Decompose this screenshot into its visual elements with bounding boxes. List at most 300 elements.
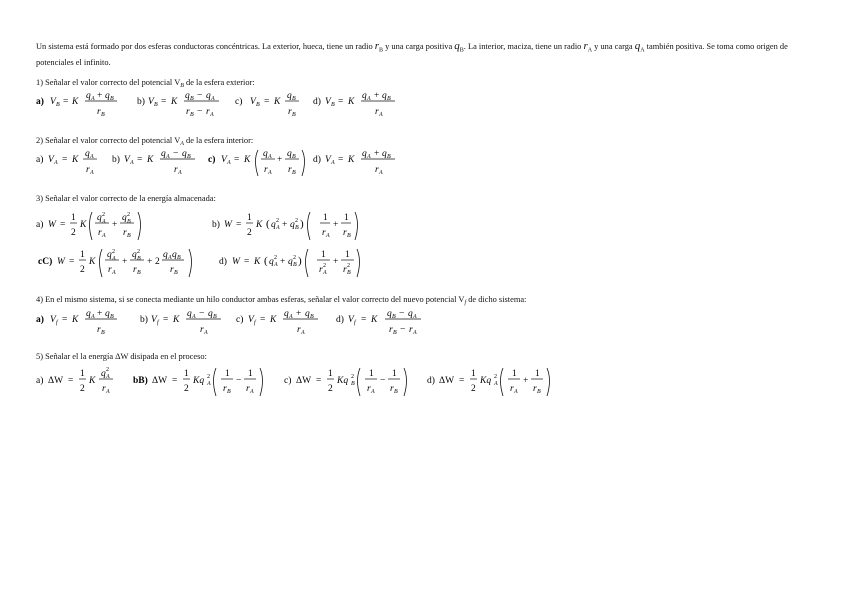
svg-text:W: W [232, 257, 240, 267]
svg-text:1: 1 [512, 369, 517, 379]
svg-text:q: q [387, 309, 392, 319]
svg-text:+: + [333, 220, 339, 230]
svg-text:A: A [268, 170, 272, 176]
svg-text:=: = [244, 257, 250, 267]
svg-text:+: + [147, 257, 153, 267]
svg-text:f: f [254, 320, 256, 326]
svg-text:+: + [280, 257, 286, 267]
svg-text:A: A [130, 160, 134, 166]
svg-text:q: q [163, 250, 168, 260]
svg-text:2: 2 [293, 255, 296, 261]
q2-option-b [112, 149, 195, 176]
svg-text:1: 1 [344, 213, 349, 223]
svg-text:V: V [148, 97, 154, 107]
svg-text:K: K [80, 220, 87, 230]
svg-text:r: r [86, 165, 90, 175]
svg-text:A: A [211, 96, 215, 102]
svg-text:r: r [288, 107, 292, 117]
svg-text:A: A [112, 256, 116, 262]
svg-text:2: 2 [494, 374, 497, 380]
svg-text:A: A [367, 154, 371, 160]
svg-text:B: B [177, 255, 181, 261]
svg-text:K: K [348, 97, 355, 107]
svg-text:+: + [282, 220, 288, 230]
svg-text:1: 1 [80, 369, 85, 379]
svg-text:B: B [256, 102, 260, 108]
svg-text:f: f [56, 320, 58, 326]
svg-text:A: A [379, 112, 383, 118]
svg-text:f: f [157, 320, 159, 326]
svg-text:+: + [333, 257, 339, 267]
svg-text:A: A [379, 170, 383, 176]
svg-text:Kq: Kq [480, 376, 492, 386]
svg-text:q: q [271, 220, 276, 230]
svg-text:=: = [69, 257, 75, 267]
svg-text:1: 1 [321, 250, 326, 260]
svg-text:d): d) [427, 376, 435, 386]
svg-text:a): a) [36, 220, 44, 230]
svg-text:A: A [274, 262, 278, 268]
svg-text:+: + [296, 309, 302, 319]
svg-text:A: A [494, 381, 498, 387]
q3-option-d [219, 249, 360, 277]
svg-text:=: = [338, 155, 344, 165]
svg-text:=: = [236, 220, 242, 230]
svg-text:B: B [347, 270, 351, 276]
q3-option-c [38, 249, 192, 277]
svg-text:q: q [382, 149, 387, 159]
svg-text:2: 2 [184, 384, 189, 394]
svg-text:B: B [137, 256, 141, 262]
svg-text:A: A [210, 112, 214, 118]
svg-text:V: V [124, 155, 130, 165]
svg-text:V: V [325, 97, 331, 107]
svg-text:=: = [163, 315, 169, 325]
q1-option-d [313, 91, 395, 118]
svg-text:=: = [60, 220, 66, 230]
svg-text:r: r [223, 384, 227, 394]
svg-text:1: 1 [345, 250, 350, 260]
q5-option-d [427, 368, 550, 396]
svg-text:B: B [537, 389, 541, 395]
svg-text:q: q [288, 257, 293, 267]
svg-text:A: A [371, 389, 375, 395]
q2-option-d [313, 149, 395, 176]
svg-text:K: K [270, 315, 277, 325]
svg-text:A: A [106, 389, 110, 395]
svg-text:K: K [72, 97, 79, 107]
svg-text:2: 2 [274, 255, 277, 261]
svg-text:A: A [207, 381, 211, 387]
svg-text:r: r [123, 228, 127, 238]
svg-text:K: K [89, 257, 96, 267]
q4-option-a [36, 309, 117, 336]
svg-text:r: r [108, 265, 112, 275]
svg-text:V: V [248, 315, 254, 325]
svg-text:r: r [246, 384, 250, 394]
svg-text:r: r [510, 384, 514, 394]
svg-text:r: r [102, 384, 106, 394]
q2-option-c [208, 149, 305, 176]
svg-text:(: ( [264, 255, 268, 267]
svg-text:V: V [151, 315, 157, 325]
intro-text-1: Un sistema está formado por dos esferas conductoras concéntricas. La exterior, hueca, tiene un radio [36, 42, 373, 51]
svg-text:c): c) [284, 376, 292, 386]
svg-text:B: B [347, 233, 351, 239]
svg-text:B: B [392, 314, 396, 320]
svg-text:q: q [287, 149, 292, 159]
svg-text:r: r [322, 228, 326, 238]
svg-text:b): b) [112, 155, 120, 165]
svg-text:B: B [227, 389, 231, 395]
svg-text:1: 1 [471, 369, 476, 379]
svg-text:q: q [362, 149, 367, 159]
svg-text:q: q [105, 91, 110, 101]
svg-text:−: − [399, 309, 405, 319]
svg-text:r: r [343, 228, 347, 238]
svg-text:=: = [338, 97, 344, 107]
svg-text:2: 2 [247, 228, 252, 238]
svg-text:1: 1 [392, 369, 397, 379]
svg-text:q: q [305, 309, 310, 319]
svg-text:1: 1 [248, 369, 253, 379]
q3-option-a [36, 212, 141, 240]
svg-text:q: q [382, 91, 387, 101]
svg-text:2: 2 [102, 212, 105, 218]
svg-text:B: B [56, 102, 60, 108]
svg-text:B: B [101, 112, 105, 118]
svg-text:ΔW: ΔW [439, 376, 455, 386]
svg-text:2: 2 [347, 263, 350, 269]
svg-text:B: B [101, 330, 105, 336]
svg-text:2: 2 [207, 374, 210, 380]
q4-option-c [236, 309, 318, 336]
question-2: 2) Señalar el valor correcto del potencial $V_A$ de la esfera interior: [36, 136, 254, 147]
svg-text:B: B [292, 112, 296, 118]
svg-text:A: A [276, 225, 280, 231]
svg-text:q: q [105, 309, 110, 319]
svg-text:2: 2 [351, 374, 354, 380]
svg-text:2: 2 [137, 249, 140, 255]
question-5: 5) Señalar el la energía ΔW disipada en el proceso: [36, 352, 207, 361]
svg-text:r: r [375, 107, 379, 117]
svg-text:−: − [236, 376, 242, 386]
svg-text:q: q [97, 213, 102, 223]
svg-text:=: = [172, 376, 178, 386]
svg-text:q: q [187, 309, 192, 319]
svg-text:q: q [290, 220, 295, 230]
svg-text:d): d) [313, 155, 321, 165]
svg-text:a): a) [36, 97, 44, 107]
svg-text:2: 2 [155, 257, 160, 267]
svg-text:q: q [269, 257, 274, 267]
svg-text:r: r [174, 165, 178, 175]
svg-text:B: B [295, 225, 299, 231]
svg-text:−: − [400, 325, 406, 335]
svg-text:q: q [408, 309, 413, 319]
question-3: 3) Señalar el valor correcto de la energía almacenada: [36, 194, 216, 203]
q5-option-a [36, 367, 113, 395]
svg-text:q: q [208, 309, 213, 319]
svg-text:q: q [185, 91, 190, 101]
svg-text:2: 2 [295, 218, 298, 224]
svg-text:B: B [310, 314, 314, 320]
svg-text:b): b) [137, 97, 145, 107]
svg-text:−: − [173, 149, 179, 159]
q4-option-b [140, 309, 221, 336]
intro-paragraph: Un sistema está formado por dos esferas conductoras concéntricas. La exterior, hueca, tiene un radio $r_B$ y una carga positiva $q_B$. La interior, maciza, tiene un radio $r_A$ y una carga $q_A$ también positiva. Se toma como origen de potenciales el infinito. [36, 40, 788, 67]
svg-text:B: B [190, 112, 194, 118]
svg-text:W: W [224, 220, 232, 230]
svg-text:+: + [374, 149, 380, 159]
svg-text:1: 1 [225, 369, 230, 379]
svg-text:A: A [91, 96, 95, 102]
svg-text:=: = [260, 315, 266, 325]
svg-text:V: V [50, 315, 56, 325]
svg-text:A: A [90, 170, 94, 176]
svg-text:B: B [331, 102, 335, 108]
svg-text:r: r [375, 165, 379, 175]
svg-text:A: A [166, 154, 170, 160]
svg-text:K: K [147, 155, 154, 165]
question-1: 1) Señalar el valor correcto del potencial $V_B$ de la esfera exterior: [36, 78, 255, 89]
svg-text:B: B [110, 96, 114, 102]
svg-text:K: K [348, 155, 355, 165]
svg-text:r: r [97, 325, 101, 335]
svg-text:A: A [323, 270, 327, 276]
svg-text:B: B [154, 102, 158, 108]
svg-text:r: r [206, 107, 210, 117]
svg-text:): ) [298, 255, 302, 267]
svg-text:r: r [389, 325, 393, 335]
svg-text:r: r [533, 384, 537, 394]
svg-text:+: + [112, 220, 118, 230]
svg-text:Kq: Kq [337, 376, 349, 386]
svg-text:+: + [523, 376, 529, 386]
svg-text:B: B [174, 270, 178, 276]
svg-text:V: V [325, 155, 331, 165]
q5-option-b [133, 368, 263, 396]
svg-text:r: r [98, 228, 102, 238]
svg-text:2: 2 [106, 367, 109, 373]
svg-text:A: A [289, 314, 293, 320]
svg-text:−: − [197, 91, 203, 101]
svg-text:r: r [390, 384, 394, 394]
svg-text:r: r [186, 107, 190, 117]
svg-text:q: q [182, 149, 187, 159]
svg-text:2: 2 [127, 212, 130, 218]
svg-text:c): c) [208, 155, 216, 165]
svg-text:A: A [301, 330, 305, 336]
svg-text:B: B [293, 262, 297, 268]
svg-text:2: 2 [80, 384, 85, 394]
svg-text:A: A [91, 314, 95, 320]
svg-text:r: r [264, 165, 268, 175]
svg-text:A: A [204, 330, 208, 336]
svg-text:r: r [409, 325, 413, 335]
svg-text:c): c) [236, 315, 244, 325]
svg-text:r: r [367, 384, 371, 394]
svg-text:A: A [250, 389, 254, 395]
svg-text:V: V [50, 97, 56, 107]
svg-text:q: q [86, 91, 91, 101]
svg-text:q: q [284, 309, 289, 319]
svg-text:2: 2 [71, 228, 76, 238]
svg-text:B: B [387, 96, 391, 102]
svg-text:K: K [72, 155, 79, 165]
svg-text:1: 1 [184, 369, 189, 379]
svg-text:=: = [62, 315, 68, 325]
svg-text:+: + [97, 309, 103, 319]
svg-text:B: B [351, 381, 355, 387]
svg-text:A: A [326, 233, 330, 239]
svg-text:q: q [132, 250, 137, 260]
svg-text:d): d) [219, 257, 227, 267]
svg-text:B: B [213, 314, 217, 320]
svg-text:V: V [221, 155, 227, 165]
svg-text:A: A [192, 314, 196, 320]
q1-option-a [36, 91, 117, 118]
svg-text:B: B [393, 330, 397, 336]
svg-text:B: B [190, 96, 194, 102]
svg-text:Kq: Kq [193, 376, 205, 386]
svg-text:B: B [387, 154, 391, 160]
svg-text:q: q [287, 91, 292, 101]
svg-text:q: q [85, 149, 90, 159]
svg-text:r: r [343, 265, 347, 275]
svg-text:K: K [256, 220, 263, 230]
svg-text:ΔW: ΔW [48, 376, 64, 386]
svg-text:A: A [102, 233, 106, 239]
svg-text:ΔW: ΔW [152, 376, 168, 386]
svg-text:1: 1 [323, 213, 328, 223]
svg-text:A: A [367, 96, 371, 102]
svg-text:q: q [172, 250, 177, 260]
svg-text:A: A [514, 389, 518, 395]
svg-text:q: q [86, 309, 91, 319]
q3-option-b [212, 212, 358, 240]
svg-text:K: K [72, 315, 79, 325]
svg-text:+: + [277, 155, 283, 165]
q4-option-d [336, 309, 421, 336]
svg-text:A: A [227, 160, 231, 166]
svg-text:A: A [168, 255, 172, 261]
svg-text:q: q [122, 213, 127, 223]
svg-text:=: = [161, 97, 167, 107]
svg-text:q: q [107, 250, 112, 260]
svg-text:1: 1 [535, 369, 540, 379]
svg-text:A: A [331, 160, 335, 166]
svg-text:K: K [89, 376, 96, 386]
svg-text:r: r [133, 265, 137, 275]
svg-text:q: q [206, 91, 211, 101]
q2-option-a [36, 149, 97, 176]
svg-text:K: K [371, 315, 378, 325]
svg-text:K: K [274, 97, 281, 107]
svg-text:a): a) [36, 155, 44, 165]
svg-text:ΔW: ΔW [296, 376, 312, 386]
svg-text:=: = [63, 97, 69, 107]
svg-text:K: K [171, 97, 178, 107]
svg-text:A: A [178, 170, 182, 176]
svg-text:r: r [200, 325, 204, 335]
svg-text:d): d) [336, 315, 344, 325]
svg-text:1: 1 [247, 213, 252, 223]
svg-text:B: B [127, 219, 131, 225]
svg-text:=: = [316, 376, 322, 386]
svg-text:1: 1 [71, 213, 76, 223]
q1-option-b [137, 91, 219, 118]
svg-text:−: − [197, 107, 203, 117]
svg-text:=: = [68, 376, 74, 386]
svg-text:a): a) [36, 315, 44, 325]
svg-text:−: − [380, 376, 386, 386]
q1-option-c [235, 91, 299, 118]
svg-text:1: 1 [80, 250, 85, 260]
svg-text:V: V [48, 155, 54, 165]
svg-text:B: B [394, 389, 398, 395]
svg-text:=: = [62, 155, 68, 165]
svg-text:B: B [292, 170, 296, 176]
svg-text:q: q [263, 149, 268, 159]
svg-text:B: B [187, 154, 191, 160]
svg-text:+: + [122, 257, 128, 267]
svg-text:q: q [161, 149, 166, 159]
svg-text:+: + [374, 91, 380, 101]
svg-text:B: B [292, 96, 296, 102]
svg-text:W: W [48, 220, 56, 230]
svg-text:r: r [319, 265, 323, 275]
svg-text:b): b) [212, 220, 220, 230]
svg-text:2: 2 [80, 265, 85, 275]
svg-text:A: A [413, 330, 417, 336]
svg-text:c): c) [235, 97, 243, 107]
svg-text:A: A [102, 219, 106, 225]
svg-text:B: B [127, 233, 131, 239]
svg-text:A: A [268, 154, 272, 160]
svg-text:A: A [112, 270, 116, 276]
svg-text:2: 2 [276, 218, 279, 224]
svg-text:A: A [106, 374, 110, 380]
svg-text:q: q [101, 369, 106, 379]
svg-text:B: B [292, 154, 296, 160]
svg-text:A: A [54, 160, 58, 166]
svg-text:r: r [297, 325, 301, 335]
svg-text:=: = [264, 97, 270, 107]
svg-text:): ) [300, 218, 304, 230]
svg-text:=: = [234, 155, 240, 165]
svg-text:=: = [137, 155, 143, 165]
q5-option-c [284, 368, 407, 396]
svg-text:(: ( [266, 218, 270, 230]
svg-text:K: K [244, 155, 251, 165]
svg-text:bB): bB) [133, 376, 148, 386]
svg-text:B: B [110, 314, 114, 320]
svg-text:=: = [459, 376, 465, 386]
svg-text:b): b) [140, 315, 148, 325]
svg-text:f: f [354, 320, 356, 326]
svg-text:r: r [97, 107, 101, 117]
svg-text:1: 1 [328, 369, 333, 379]
svg-text:2: 2 [112, 249, 115, 255]
svg-text:a): a) [36, 376, 44, 386]
svg-text:d): d) [313, 97, 321, 107]
svg-text:+: + [97, 91, 103, 101]
svg-text:V: V [250, 97, 256, 107]
question-4: 4) En el mismo sistema, si se conecta mediante un hilo conductor ambas esferas, señalar el valor correcto del nuevo potencial $V_f$ de dicho sistema: [36, 295, 527, 306]
svg-text:V: V [348, 315, 354, 325]
svg-text:A: A [413, 314, 417, 320]
